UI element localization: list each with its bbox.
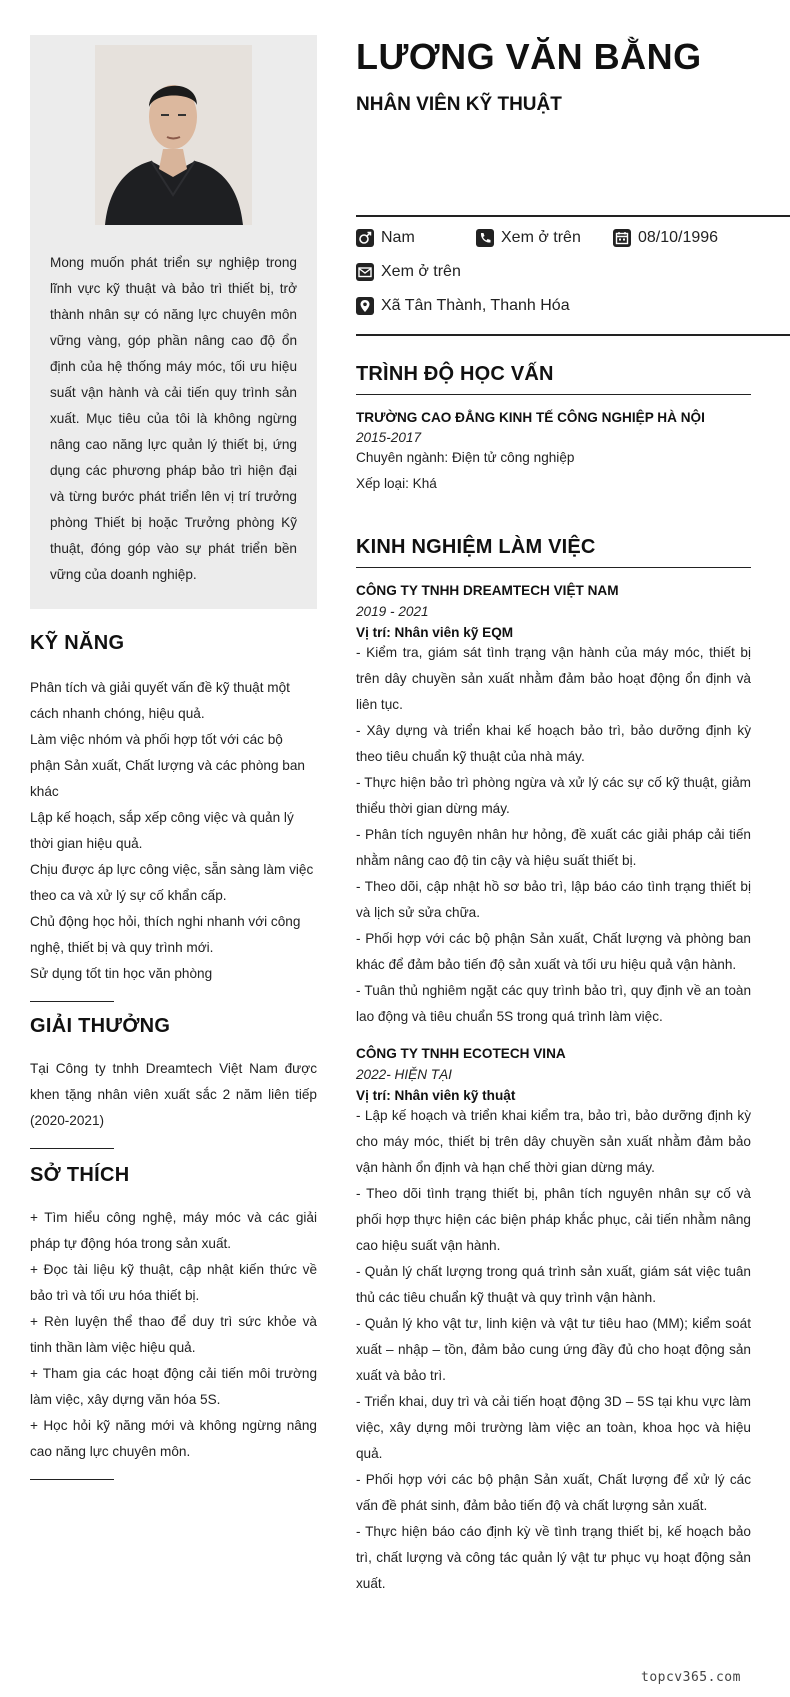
skill-line: Chủ động học hỏi, thích nghi nhanh với công xyxy=(30,914,301,929)
hobby-item: + Học hỏi kỹ năng mới và không ngừng nâng cao năng lực chuyên môn. xyxy=(30,1418,317,1459)
company-name: CÔNG TY TNHH ECOTECH VINA xyxy=(356,1046,566,1061)
education-major: Chuyên ngành: Điện tử công nghiệp xyxy=(356,450,575,465)
skill-line: cách nhanh chóng, hiệu quả. xyxy=(30,706,205,721)
awards-text: Tại Công ty tnhh Dreamtech Việt Nam được khen tặng nhân viên xuất sắc 2 năm liên tiếp (2020-2021) xyxy=(30,1061,317,1128)
skill-line: Chịu được áp lực công việc, sẵn sàng làm việc xyxy=(30,862,314,877)
school-name: TRƯỜNG CAO ĐẲNG KINH TẾ CÔNG NGHIỆP HÀ NỘI xyxy=(356,410,705,425)
phone-value: Xem ở trên xyxy=(501,229,581,246)
job-duty: - Tuân thủ nghiêm ngặt các quy trình bảo trì, quy định về an toàn lao động và tiêu chuẩn 5S trong quá trình làm việc. xyxy=(356,983,751,1024)
job-position: Vị trí: Nhân viên kỹ thuật xyxy=(356,1088,516,1103)
job-duty: - Phân tích nguyên nhân hư hỏng, đề xuất các giải pháp cải tiến nhằm nâng cao độ tin cậy và hiệu suất thiết bị. xyxy=(356,827,751,868)
job-duty: - Phối hợp với các bộ phận Sản xuất, Chất lượng và phòng ban khác để đảm bảo tiến độ sản xuất và tối ưu hiệu quả vận hành. xyxy=(356,931,751,972)
hobby-item: + Tham gia các hoạt động cải tiến môi trường làm việc, xây dựng văn hóa 5S. xyxy=(30,1366,317,1407)
job-duty: - Kiểm tra, giám sát tình trạng vận hành của máy móc, thiết bị trên dây chuyền sản xuất nhằm đảm bảo hoạt động ổn định và liên tục. xyxy=(356,645,751,712)
skill-line: Sử dụng tốt tin học văn phòng xyxy=(30,966,213,981)
awards-section xyxy=(30,1015,317,1149)
phone-icon xyxy=(476,229,494,247)
education-title: TRÌNH ĐỘ HỌC VẤN xyxy=(356,363,554,385)
company-name: CÔNG TY TNHH DREAMTECH VIỆT NAM xyxy=(356,583,619,598)
section-divider xyxy=(30,1148,114,1149)
profile-photo xyxy=(95,45,252,225)
job-duty: - Thực hiện báo cáo định kỳ về tình trạng thiết bị, kế hoạch bảo trì, chất lượng và công tác quản lý vật tư phục vụ hoạt động sản xuất. xyxy=(356,1524,751,1591)
skill-line: nghệ, thiết bị và quy trình mới. xyxy=(30,940,214,955)
job-duty: - Xây dựng và triển khai kế hoạch bảo trì, bảo dưỡng định kỳ theo tiêu chuẩn kỹ thuật của nhà máy. xyxy=(356,723,751,764)
email-info xyxy=(356,263,461,281)
contact-top-rule xyxy=(356,215,790,217)
gender-info xyxy=(356,229,415,247)
address-info xyxy=(356,297,570,315)
contact-bottom-rule xyxy=(356,334,790,336)
skill-line: Làm việc nhóm và phối hợp tốt với các bộ xyxy=(30,732,283,747)
calendar-icon xyxy=(613,229,631,247)
skill-line: theo ca và xử lý sự cố khẩn cấp. xyxy=(30,888,227,903)
job-period: 2022- HIỆN TẠI xyxy=(356,1067,452,1082)
phone-info xyxy=(476,229,581,247)
email-value: Xem ở trên xyxy=(381,263,461,280)
education-rule xyxy=(356,394,751,395)
skill-line: Phân tích và giải quyết vấn đề kỹ thuật một xyxy=(30,680,290,695)
job-duty: - Thực hiện bảo trì phòng ngừa và xử lý các sự cố kỹ thuật, giảm thiểu thời gian dừng máy. xyxy=(356,775,751,816)
hobby-item: + Tìm hiểu công nghệ, máy móc và các giải pháp tự động hóa trong sản xuất. xyxy=(30,1210,317,1251)
job-duty: - Phối hợp với các bộ phận Sản xuất, Chất lượng để xử lý các vấn đề phát sinh, đảm bảo tiến độ và chất lượng sản xuất. xyxy=(356,1472,751,1513)
section-divider xyxy=(30,1479,114,1480)
hobby-item: + Đọc tài liệu kỹ thuật, cập nhật kiến thức về bảo trì và tối ưu hóa thiết bị. xyxy=(30,1262,317,1303)
job-duty: - Quản lý chất lượng trong quá trình sản xuất, giám sát việc tuân thủ các tiêu chuẩn kỹ thuật và quy trình vận hành. xyxy=(356,1264,751,1305)
birthdate-value: 08/10/1996 xyxy=(638,229,719,246)
hobby-item: + Rèn luyện thể thao để duy trì sức khỏe và tinh thần làm việc hiệu quả. xyxy=(30,1314,317,1355)
address-value: Xã Tân Thành, Thanh Hóa xyxy=(381,297,570,314)
profile-panel xyxy=(30,35,317,609)
job-position: Vị trí: Nhân viên kỹ EQM xyxy=(356,625,514,640)
skill-line: phận Sản xuất, Chất lượng và các phòng ban xyxy=(30,758,305,773)
experience-rule xyxy=(356,567,751,568)
skills-section xyxy=(30,632,317,1002)
hobbies-title: SỞ THÍCH xyxy=(30,1164,130,1186)
job-entry xyxy=(356,583,751,1030)
job-duty: - Quản lý kho vật tư, linh kiện và vật tư tiêu hao (MM); kiểm soát xuất – nhập – tồn, đảm bảo cung ứng đầy đủ cho hoạt động sản xuất và bảo trì. xyxy=(356,1316,751,1383)
email-icon xyxy=(356,263,374,281)
candidate-job-title: NHÂN VIÊN KỸ THUẬT xyxy=(356,94,562,115)
location-icon xyxy=(356,297,374,315)
skills-title: KỸ NĂNG xyxy=(30,632,125,654)
birthdate-info xyxy=(613,229,718,247)
hobbies-section xyxy=(30,1164,317,1480)
career-objective: Mong muốn phát triển sự nghiệp trong lĩnh vực kỹ thuật và bảo trì thiết bị, trở thành nhân sự có năng lực chuyên môn vững vàng, góp phần nâng cao độ ổn định của hệ thống máy móc, tối ưu hiệu suất vận hành và cải tiến quy trình sản xuất. Mục tiêu của tôi là không ngừng nâng cao năng lực quản lý thiết bị, ứng dụng các phương pháp bảo trì hiện đại và từng bước phát triển lên vị trí trưởng phòng Thiết bị hoặc Trưởng phòng Kỹ thuật, đóng góp vào sự phát triển bền vững của doanh nghiệp. xyxy=(50,255,297,582)
candidate-name: LƯƠNG VĂN BẰNG xyxy=(356,36,702,77)
education-period: 2015-2017 xyxy=(356,430,422,445)
skills-list xyxy=(30,675,317,987)
gender-icon xyxy=(356,229,374,247)
skill-line: Lập kế hoạch, sắp xếp công việc và quản lý xyxy=(30,810,294,825)
job-duty: - Theo dõi tình trạng thiết bị, phân tích nguyên nhân sự cố và phối hợp thực hiện các biện pháp khắc phục, cải tiến nhằm nâng cao hiệu suất vận hành. xyxy=(356,1186,751,1253)
experience-section xyxy=(356,536,751,1597)
education-section xyxy=(356,363,751,497)
job-entry xyxy=(356,1046,751,1597)
job-duty: - Lập kế hoạch và triển khai kiểm tra, bảo trì, bảo dưỡng định kỳ cho máy móc, thiết bị trên dây chuyền sản xuất nhằm đảm bảo vận hành ổn định và hạn chế thời gian dừng máy. xyxy=(356,1108,751,1175)
section-divider xyxy=(30,1001,114,1002)
job-duty: - Theo dõi, cập nhật hồ sơ bảo trì, lập báo cáo tình trạng thiết bị và lịch sử sửa chữa. xyxy=(356,879,751,920)
experience-title: KINH NGHIỆM LÀM VIỆC xyxy=(356,536,596,558)
education-grade: Xếp loại: Khá xyxy=(356,476,437,491)
job-duty: - Triển khai, duy trì và cải tiến hoạt động 3D – 5S tại khu vực làm việc, xây dựng môi trường làm việc an toàn, khoa học và hiệu quả. xyxy=(356,1394,751,1461)
gender-value: Nam xyxy=(381,229,415,246)
skill-line: thời gian hiệu quả. xyxy=(30,836,143,851)
hobbies-list xyxy=(30,1205,317,1465)
awards-title: GIẢI THƯỞNG xyxy=(30,1015,171,1037)
watermark: topcv365.com xyxy=(641,1670,741,1685)
skill-line: khác xyxy=(30,784,59,799)
job-period: 2019 - 2021 xyxy=(356,604,429,619)
